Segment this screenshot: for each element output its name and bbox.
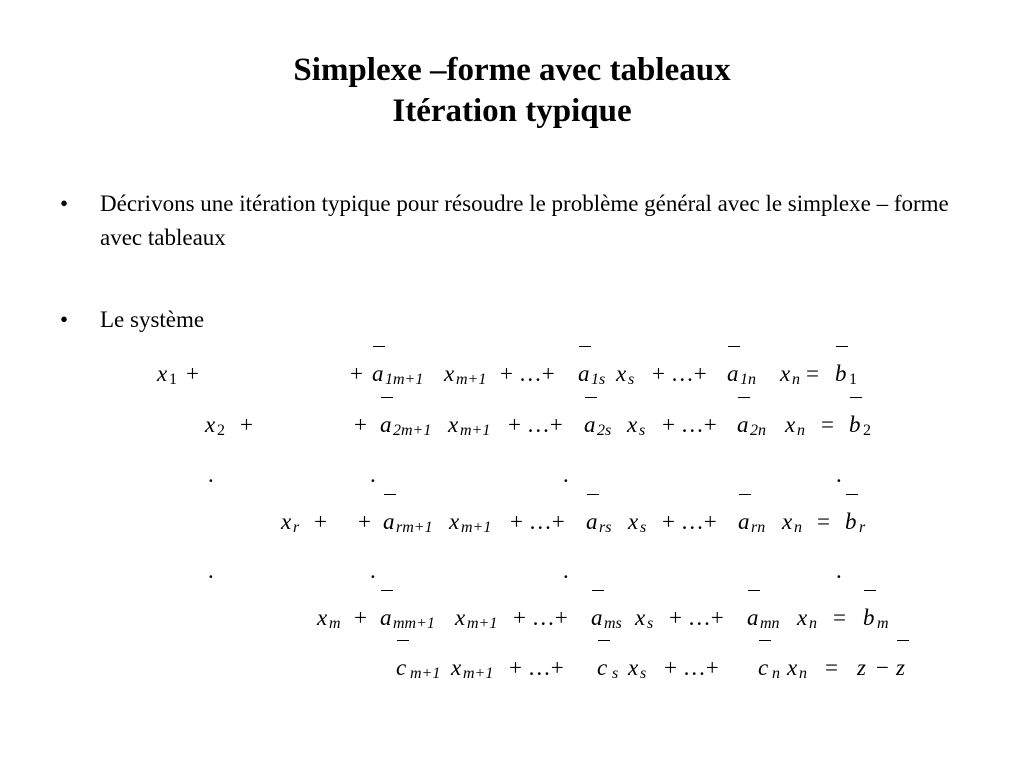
plus-sign: + [354,412,367,437]
coef-a-subscript: 2n [750,422,766,439]
ellipsis-dot: . [208,462,214,487]
ellipsis-plus: + …+ [662,412,717,437]
coef-a-subscript: 1s [591,371,606,388]
var-x-m1-symbol: x [448,412,459,437]
rhs-b-subscript: 2 [863,422,871,439]
coef-a-subscript: rn [751,519,766,536]
overline-bar [587,494,599,495]
ellipsis-plus: + …+ [500,361,555,386]
var-x-n-symbol: x [785,412,796,437]
plus-sign: + [186,361,199,386]
coef-a-symbol: a [591,605,603,630]
title-line-2: Itération typique [392,93,632,129]
cost-c-symbol: c [396,655,407,680]
var-x-n-subscript: n [797,422,805,439]
overline-bar [384,494,396,495]
basic-var-symbol: x [317,605,328,630]
overline-bar [373,346,385,347]
basic-var-subscript: m [329,615,341,632]
basic-var-symbol: x [205,412,216,437]
var-x-n-subscript: n [794,519,802,536]
overline-bar [846,494,858,495]
equals-sign: = [825,655,838,680]
basic-var-symbol: x [281,509,292,534]
var-x-m1-symbol: x [449,509,460,534]
var-x-s-symbol: x [628,655,639,680]
plus-sign: + [354,605,367,630]
coef-a-symbol: a [747,605,759,630]
var-x-m1-symbol: x [451,655,462,680]
overline-bar [579,346,591,347]
overline-bar [381,397,393,398]
minus-sign: − [876,655,889,680]
ellipsis-dot: . [563,462,569,487]
cost-c-symbol: c [597,655,608,680]
coef-a-symbol: a [380,605,392,630]
var-x-s-symbol: x [635,605,646,630]
var-x-n-symbol: x [787,655,798,680]
rhs-b-symbol: b [835,361,847,386]
equals-sign: = [821,412,834,437]
bullet-marker: • [60,307,69,332]
coef-a-subscript: 1m+1 [385,371,424,388]
overline-bar [759,640,771,641]
basic-var-symbol: x [157,361,168,386]
overline-bar [738,397,750,398]
var-x-s-subscript: s [628,371,635,388]
bullet-text: Décrivons une itération typique pour résoudre le problème général avec le simplexe – forme avec tableaux [100,191,949,250]
var-x-m1-subscript: m+1 [460,422,491,439]
cost-c-subscript: n [772,665,780,682]
var-x-n-subscript: n [792,371,800,388]
coef-a-subscript: 2s [597,422,612,439]
ellipsis-plus: + …+ [664,655,719,680]
var-x-m1-subscript: m+1 [461,519,492,536]
ellipsis-dot: . [370,558,376,583]
cost-c-subscript: s [612,665,619,682]
coef-a-subscript: rs [599,519,612,536]
var-x-s-subscript: s [640,665,647,682]
overline-bar [598,640,610,641]
plus-sign: + [358,509,371,534]
overline-bar [381,590,393,591]
overline-bar [585,397,597,398]
coef-a-symbol: a [380,412,392,437]
basic-var-subscript: 1 [169,371,177,388]
objective-z-bar-symbol: z [896,655,905,680]
var-x-s-symbol: x [627,412,638,437]
equals-sign: = [806,361,819,386]
ellipsis-plus: + …+ [662,509,717,534]
rhs-b-symbol: b [863,605,875,630]
rhs-b-subscript: 1 [849,371,857,388]
ellipsis-plus: + …+ [509,655,564,680]
var-x-s-symbol: x [616,361,627,386]
bullet-marker: • [60,191,69,216]
rhs-b-symbol: b [849,412,861,437]
bullet-text: Le système [100,307,205,332]
var-x-s-subscript: s [639,422,646,439]
var-x-s-subscript: s [640,519,647,536]
plus-sign: + [240,412,253,437]
rhs-b-subscript: r [859,519,866,536]
equals-sign: = [833,605,846,630]
var-x-m1-symbol: x [444,361,455,386]
var-x-m1-subscript: m+1 [456,371,487,388]
overline-bar [748,590,760,591]
rhs-b-subscript: m [877,615,889,632]
coef-a-symbol: a [578,361,590,386]
var-x-m1-subscript: m+1 [463,665,494,682]
basic-var-subscript: 2 [217,422,225,439]
coef-a-subscript: mn [760,615,780,632]
ellipsis-plus: + …+ [508,412,563,437]
overline-bar [897,640,909,641]
ellipsis-dot: . [836,462,842,487]
overline-bar [592,590,604,591]
rhs-b-symbol: b [845,509,857,534]
var-x-n-subscript: n [809,615,817,632]
coef-a-symbol: a [737,412,749,437]
var-x-m1-symbol: x [455,605,466,630]
overline-bar [836,346,848,347]
ellipsis-dot: . [563,558,569,583]
overline-bar [397,640,409,641]
var-x-n-symbol: x [782,509,793,534]
var-x-n-symbol: x [797,605,808,630]
overline-bar [728,346,740,347]
coef-a-subscript: ms [604,615,622,632]
overline-bar [850,397,862,398]
coef-a-subscript: 2m+1 [393,422,432,439]
coef-a-symbol: a [738,509,750,534]
coef-a-symbol: a [727,361,739,386]
overline-bar [739,494,751,495]
ellipsis-dot: . [836,558,842,583]
title-line-1: Simplexe –forme avec tableaux [293,52,731,88]
coef-a-symbol: a [584,412,596,437]
ellipsis-dot: . [208,558,214,583]
overline-bar [864,590,876,591]
cost-c-symbol: c [758,655,769,680]
equals-sign: = [817,509,830,534]
ellipsis-plus: + …+ [510,509,565,534]
coef-a-symbol: a [383,509,395,534]
ellipsis-plus: + …+ [669,605,724,630]
coef-a-subscript: mm+1 [393,615,435,632]
plus-sign: + [314,509,327,534]
ellipsis-plus: + …+ [652,361,707,386]
basic-var-subscript: r [293,519,300,536]
coef-a-symbol: a [372,361,384,386]
plus-sign: + [350,361,363,386]
ellipsis-plus: + …+ [513,605,568,630]
coef-a-subscript: rm+1 [396,519,433,536]
coef-a-symbol: a [586,509,598,534]
ellipsis-dot: . [370,462,376,487]
cost-c-subscript: m+1 [410,665,441,682]
var-x-s-subscript: s [647,615,654,632]
var-x-n-symbol: x [780,361,791,386]
var-x-m1-subscript: m+1 [467,615,498,632]
coef-a-subscript: 1n [740,371,756,388]
var-x-n-subscript: n [799,665,807,682]
var-x-s-symbol: x [628,509,639,534]
objective-z-symbol: z [857,655,866,680]
